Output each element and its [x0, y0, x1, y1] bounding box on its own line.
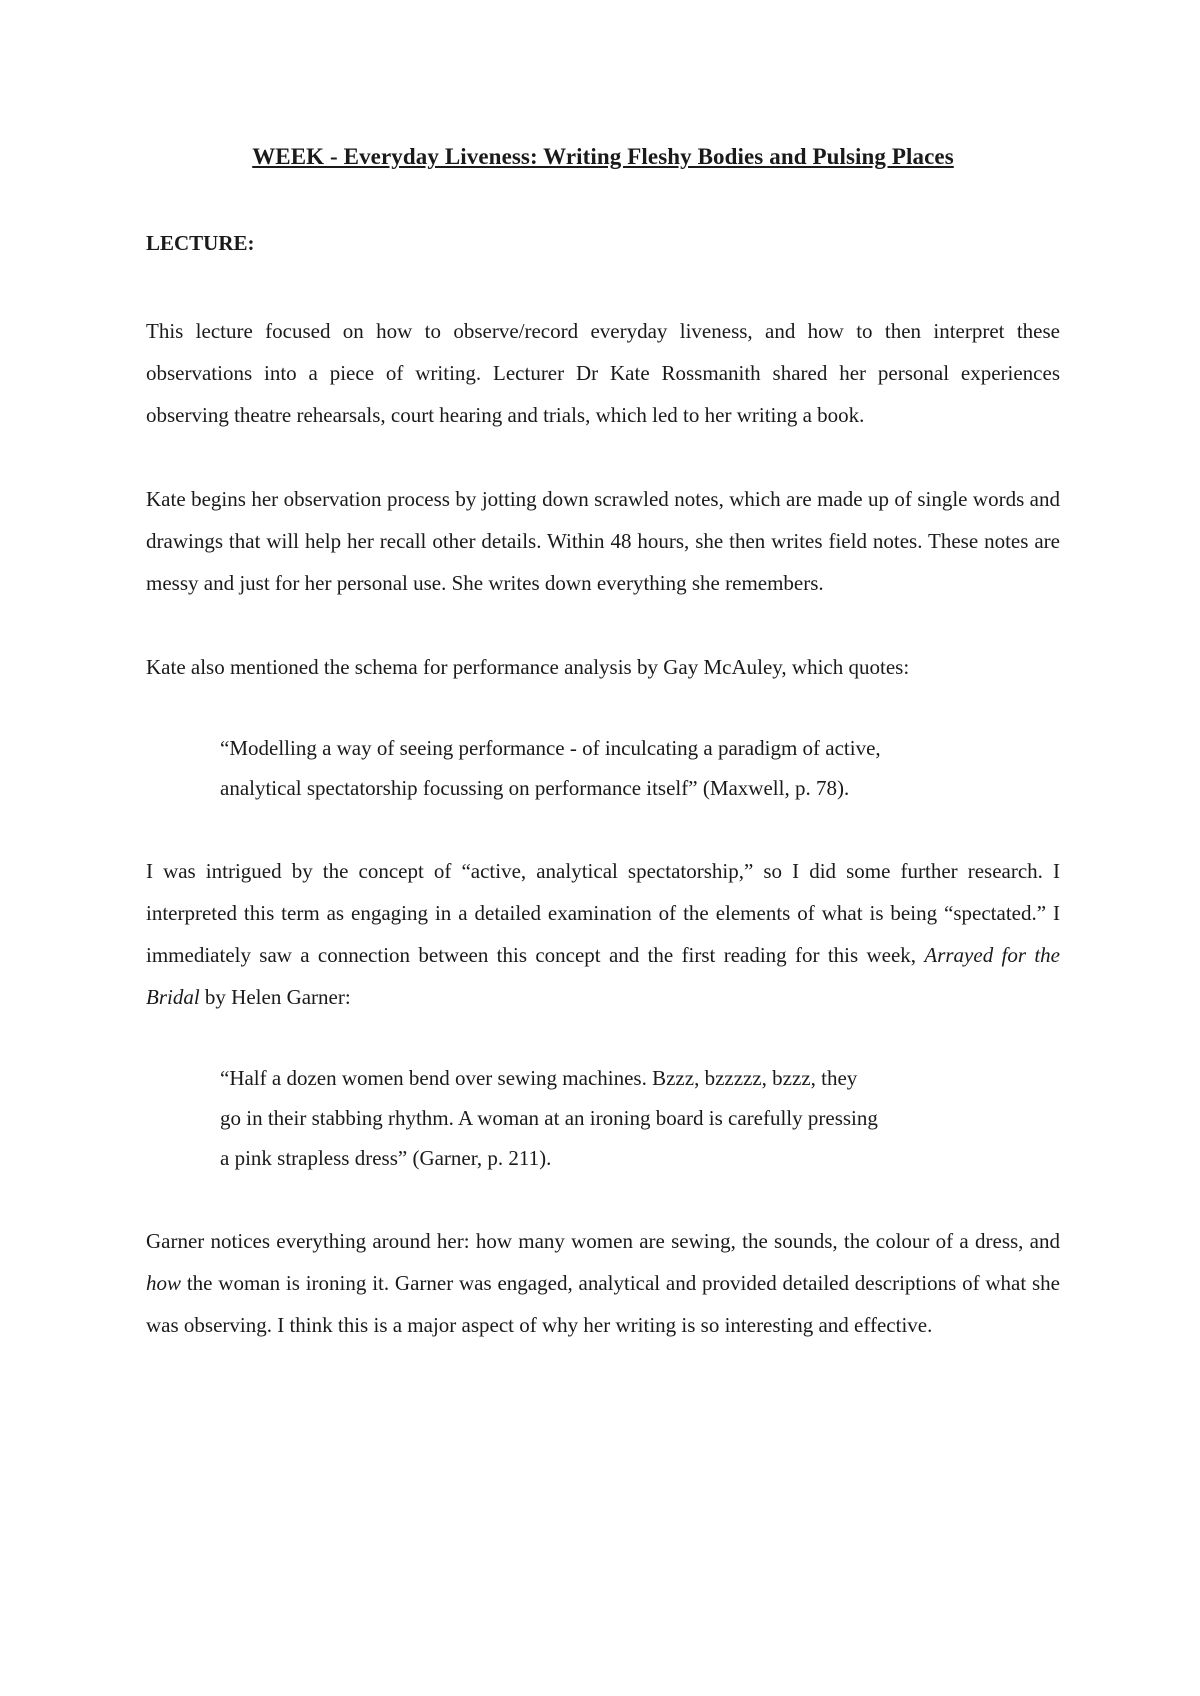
quote-line: a pink strapless dress” (Garner, p. 211).	[220, 1146, 552, 1170]
paragraph-spectatorship	[146, 850, 1060, 1018]
paragraph-text: Garner notices everything around her: how many women are sewing, the sounds, the colour of a dress, and	[146, 1229, 1060, 1253]
paragraph-text: by Helen Garner:	[199, 985, 351, 1009]
quote-line: “Half a dozen women bend over sewing machines. Bzzz, bzzzzz, bzzz, they	[220, 1066, 858, 1090]
paragraph-garner-analysis	[146, 1220, 1060, 1346]
block-quote-garner	[220, 1058, 1060, 1178]
paragraph-text: I was intrigued by the concept of “active, analytical spectatorship,” so I did some further research. I interpreted this term as engaging in a detailed examination of the elements of what is being “spectated.” I immediately saw a connection between this concept and the first reading for this week,	[146, 859, 1060, 967]
quote-line: analytical spectatorship focussing on performance itself” (Maxwell, p. 78).	[220, 776, 850, 800]
book-title: Arrayed for the Bridal	[146, 943, 1060, 1009]
block-quote-mcauley	[220, 728, 1060, 808]
paragraph-text: the woman is ironing it. Garner was engaged, analytical and provided detailed descriptions of what she was observing. I think this is a major aspect of why her writing is so interesting and effective.	[146, 1271, 1060, 1337]
section-heading-lecture: LECTURE:	[146, 231, 255, 255]
paragraph-lecture-summary: This lecture focused on how to observe/record everyday liveness, and how to then interpret these observations into a piece of writing. Lecturer Dr Kate Rossmanith shared her personal experiences observing theatre rehearsals, court hearing and trials, which led to her writing a book.	[146, 319, 1060, 427]
paragraph-observation-process: Kate begins her observation process by jotting down scrawled notes, which are made up of single words and drawings that will help her recall other details. Within 48 hours, she then writes field notes. These notes are messy and just for her personal use. She writes down everything she remembers.	[146, 487, 1060, 595]
paragraph-schema-intro: Kate also mentioned the schema for performance analysis by Gay McAuley, which quotes:	[146, 655, 910, 679]
quote-line: “Modelling a way of seeing performance - of inculcating a paradigm of active,	[220, 736, 881, 760]
emphasis-how: how	[146, 1271, 182, 1295]
document-page	[146, 142, 1060, 1346]
document-title: WEEK - Everyday Liveness: Writing Fleshy Bodies and Pulsing Places	[252, 144, 954, 169]
quote-line: go in their stabbing rhythm. A woman at an ironing board is carefully pressing	[220, 1106, 878, 1130]
